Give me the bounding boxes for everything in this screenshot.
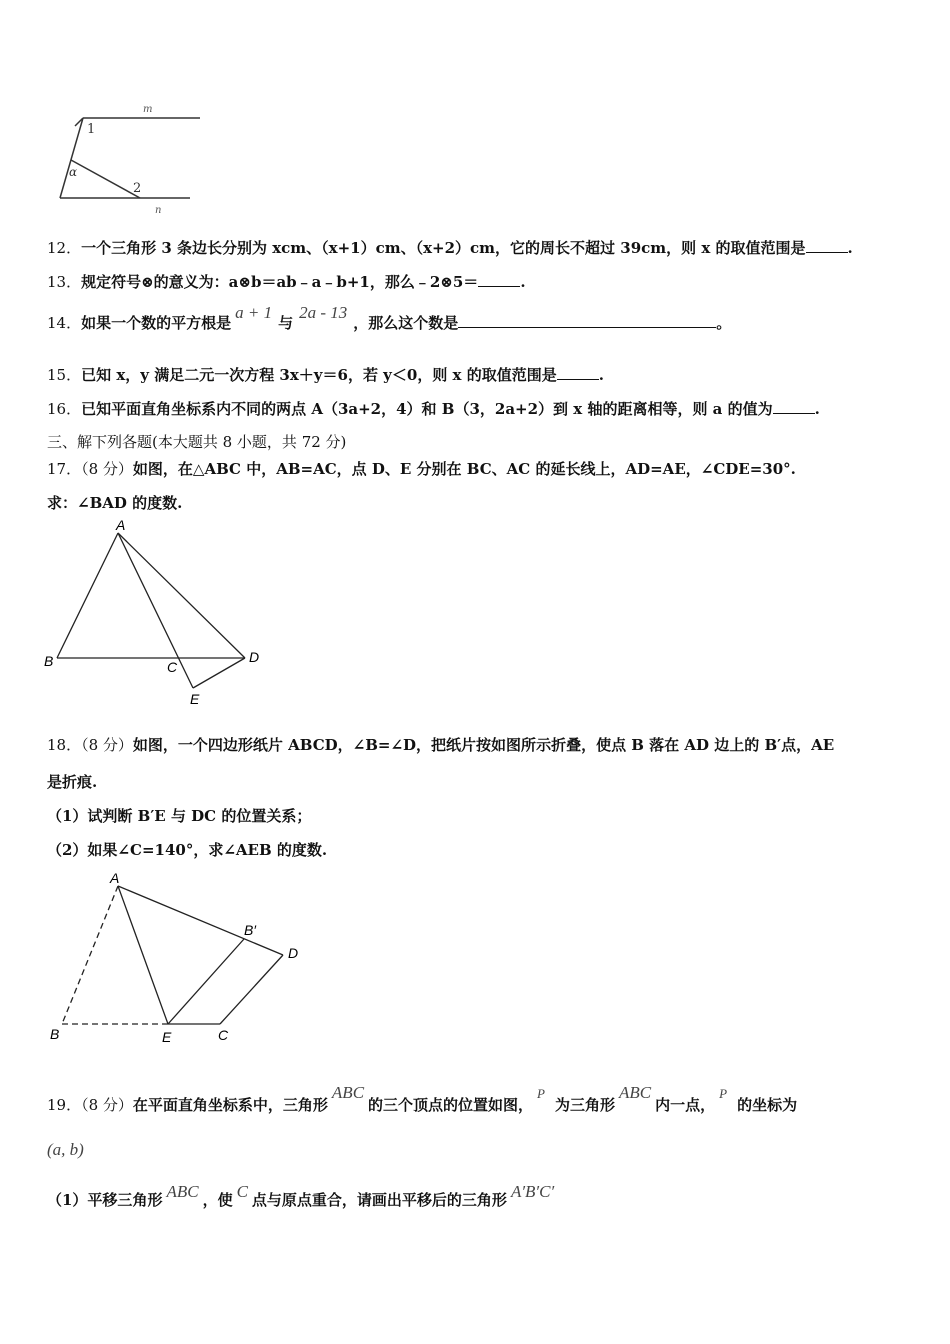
question-18-part-1: （1）试判断 B′E 与 DC 的位置关系； <box>47 807 312 825</box>
question-13 <box>47 271 526 292</box>
vertex-b-label: B <box>50 1026 60 1042</box>
vertex-d-label: D <box>288 945 299 961</box>
answer-blank[interactable] <box>773 399 815 414</box>
question-text: 与 <box>278 314 294 332</box>
question-number: 14． <box>47 314 82 332</box>
line-m-label: m <box>143 104 153 115</box>
question-text: 如图，一个四边形纸片 ABCD，∠B=∠D，把纸片按如图所示折叠，使点 B 落在 AD 边上的 B′点，AE <box>132 736 835 754</box>
punct: . <box>847 239 853 257</box>
question-number: 15． <box>47 366 82 384</box>
question-17 <box>47 458 796 479</box>
question-19-part-1 <box>47 1182 558 1210</box>
question-18 <box>47 734 834 755</box>
answer-blank[interactable] <box>458 313 716 328</box>
question-score: （8 分） <box>81 736 133 754</box>
expr-a-plus-1: a + 1 <box>235 303 273 322</box>
question-text: 的坐标为 <box>737 1096 798 1114</box>
question-12 <box>47 237 853 258</box>
question-number: 17． <box>47 460 82 478</box>
question-text: ，使 <box>202 1191 233 1209</box>
punct: 。 <box>716 314 732 332</box>
section-3-title: 三、解下列各题(本大题共 8 小题，共 72 分) <box>47 433 347 451</box>
question-text: 一个三角形 3 条边长分别为 xcm、（x+1）cm、（x+2）cm，它的周长不超过 39cm，则 x 的取值范围是 <box>81 239 806 257</box>
question-text: 为三角形 <box>555 1096 616 1114</box>
question-number: 12． <box>47 239 82 257</box>
math-abc: ABC <box>619 1083 652 1102</box>
question-text: 的三个顶点的位置如图， <box>368 1096 534 1114</box>
answer-blank[interactable] <box>557 365 599 380</box>
question-number: 13． <box>47 273 82 291</box>
math-coordinate: (a, b) <box>47 1140 84 1159</box>
question-score: （8 分） <box>81 1096 133 1114</box>
question-19 <box>47 1083 798 1115</box>
question-16 <box>47 398 820 419</box>
question-text: （1）平移三角形 <box>47 1191 163 1209</box>
punct: . <box>814 400 820 418</box>
vertex-e-label: E <box>190 691 200 707</box>
question-score: （8 分） <box>81 460 133 478</box>
angle-alpha-label: α <box>69 165 78 179</box>
vertex-d-label: D <box>249 649 260 665</box>
math-p: P <box>719 1086 728 1101</box>
answer-blank[interactable] <box>806 238 848 253</box>
question-14 <box>47 303 732 333</box>
question-15 <box>47 364 604 385</box>
question-text: 如图，在△ABC 中，AB=AC，点 D、E 分别在 BC、AC 的延长线上，AD=AE，∠CDE=30°. <box>132 460 796 478</box>
question-18-cont: 是折痕. <box>47 773 98 791</box>
math-c: C <box>236 1182 248 1201</box>
question-number: 16． <box>47 400 82 418</box>
figure-q18-quadrilateral <box>40 868 320 1053</box>
vertex-c-label: C <box>167 659 178 675</box>
math-abc-prime: A′B′C′ <box>510 1182 555 1201</box>
question-number: 19． <box>47 1096 82 1114</box>
figure-parallel-lines <box>55 100 205 220</box>
vertex-b-label: B <box>44 653 54 669</box>
question-text: 内一点， <box>655 1096 716 1114</box>
math-abc: ABC <box>166 1182 199 1201</box>
figure-q17-triangle <box>40 515 280 715</box>
vertex-e-label: E <box>162 1029 172 1045</box>
math-p: P <box>537 1086 545 1101</box>
question-text: 已知 x，y 满足二元一次方程 3x＋y＝6，若 y＜0，则 x 的取值范围是 <box>81 366 557 384</box>
vertex-c-label: C <box>218 1027 229 1043</box>
vertex-a-label: A <box>110 870 120 886</box>
angle-2-label: 2 <box>133 181 142 196</box>
question-number: 18． <box>47 736 82 754</box>
vertex-a-label: A <box>116 517 126 533</box>
vertex-bprime-label: B′ <box>244 922 256 938</box>
punct: . <box>598 366 604 384</box>
question-17-ask: 求：∠BAD 的度数. <box>47 494 183 512</box>
question-text: 规定符号⊗的意义为：a⊗b＝ab﹣a﹣b+1，那么﹣2⊗5＝ <box>81 273 479 291</box>
expr-2a-minus-13: 2a - 13 <box>299 303 348 322</box>
math-abc: ABC <box>331 1083 365 1102</box>
question-text: 如果一个数的平方根是 <box>81 314 232 332</box>
angle-1-label: 1 <box>87 122 96 137</box>
question-19-coord <box>47 1140 84 1160</box>
question-text: ，那么这个数是 <box>353 314 459 332</box>
question-text: 在平面直角坐标系中，三角形 <box>132 1096 328 1114</box>
question-text: 已知平面直角坐标系内不同的两点 A（3a+2，4）和 B（3，2a+2）到 x 轴的距离相等，则 a 的值为 <box>81 400 773 418</box>
line-n-label: n <box>155 205 162 216</box>
question-18-part-2: （2）如果∠C=140°，求∠AEB 的度数. <box>47 841 328 859</box>
question-text: 点与原点重合，请画出平移后的三角形 <box>251 1191 507 1209</box>
answer-blank[interactable] <box>478 272 520 287</box>
punct: . <box>520 273 526 291</box>
